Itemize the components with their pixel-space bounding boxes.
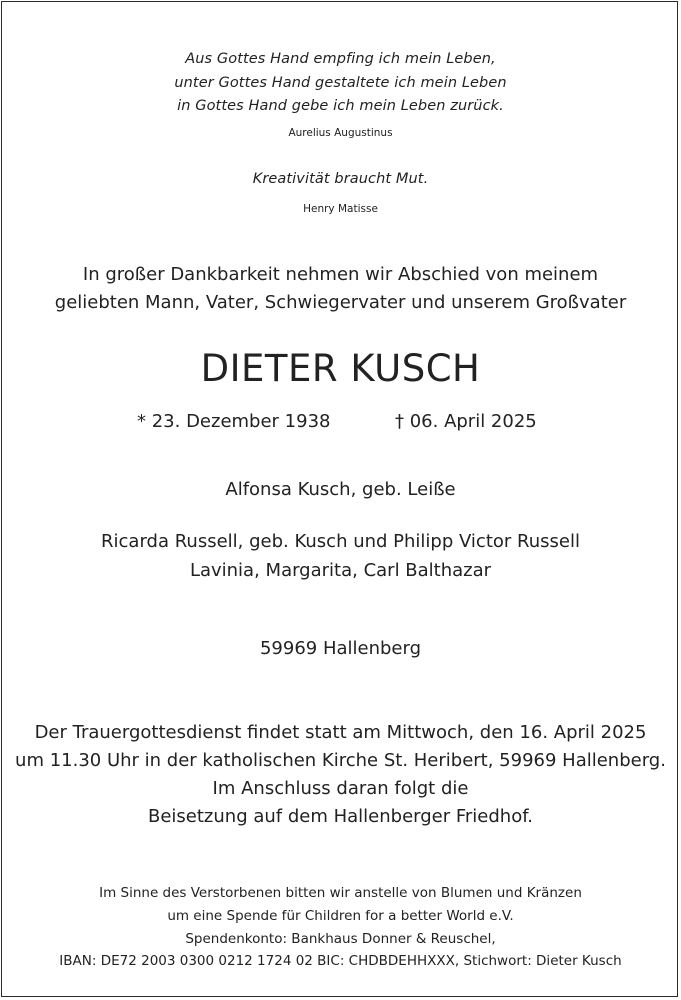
quote-2-text: Kreativität braucht Mut. [252,171,429,187]
donation-line-1: Im Sinne des Verstorbenen bitten wir anstelle von Blumen und Kränzen [99,885,582,901]
donation-line-2: um eine Spende für Children for a better World e.V. [167,908,514,924]
mourner-children: Ricarda Russell, geb. Kusch und Philipp Victor Russell [101,531,580,552]
service-line-4: Beisetzung auf dem Hallenberger Friedhof. [148,806,533,827]
donation-line-3: Spendenkonto: Bankhaus Donner & Reuschel, [185,931,496,947]
quote-author-1: Aurelius Augustinus [288,127,393,139]
service-line-1: Der Trauergottesdienst findet statt am Mittwoch, den 16. April 2025 [34,722,647,743]
deceased-name: DIETER KUSCH [200,347,481,390]
mourner-grandchildren: Lavinia, Margarita, Carl Balthazar [189,560,492,581]
quote-line-2: unter Gottes Hand gestaltete ich mein Leben [174,75,507,91]
intro-line-1: In großer Dankbarkeit nehmen wir Abschied von meinem [82,264,599,285]
mourner-wife: Alfonsa Kusch, geb. Leiße [225,479,456,500]
quote-author-2: Henry Matisse [303,203,378,215]
service-line-2: um 11.30 Uhr in der katholischen Kirche St. Heribert, 59969 Hallenberg. [15,750,666,771]
birth-date: * 23. Dezember 1938 [137,411,331,432]
service-line-3: Im Anschluss daran folgt die [212,778,469,799]
quote-line-1: Aus Gottes Hand empfing ich mein Leben, [185,51,496,67]
location: 59969 Hallenberg [259,638,422,659]
intro-line-2: geliebten Mann, Vater, Schwiegervater und unserem Großvater [54,292,627,313]
donation-line-4: IBAN: DE72 2003 0300 0212 1724 02 BIC: CHDBDEHHXXX, Stichwort: Dieter Kusch [59,953,622,969]
death-date: † 06. April 2025 [395,411,537,432]
quote-line-3: in Gottes Hand gebe ich mein Leben zurück. [177,98,504,114]
